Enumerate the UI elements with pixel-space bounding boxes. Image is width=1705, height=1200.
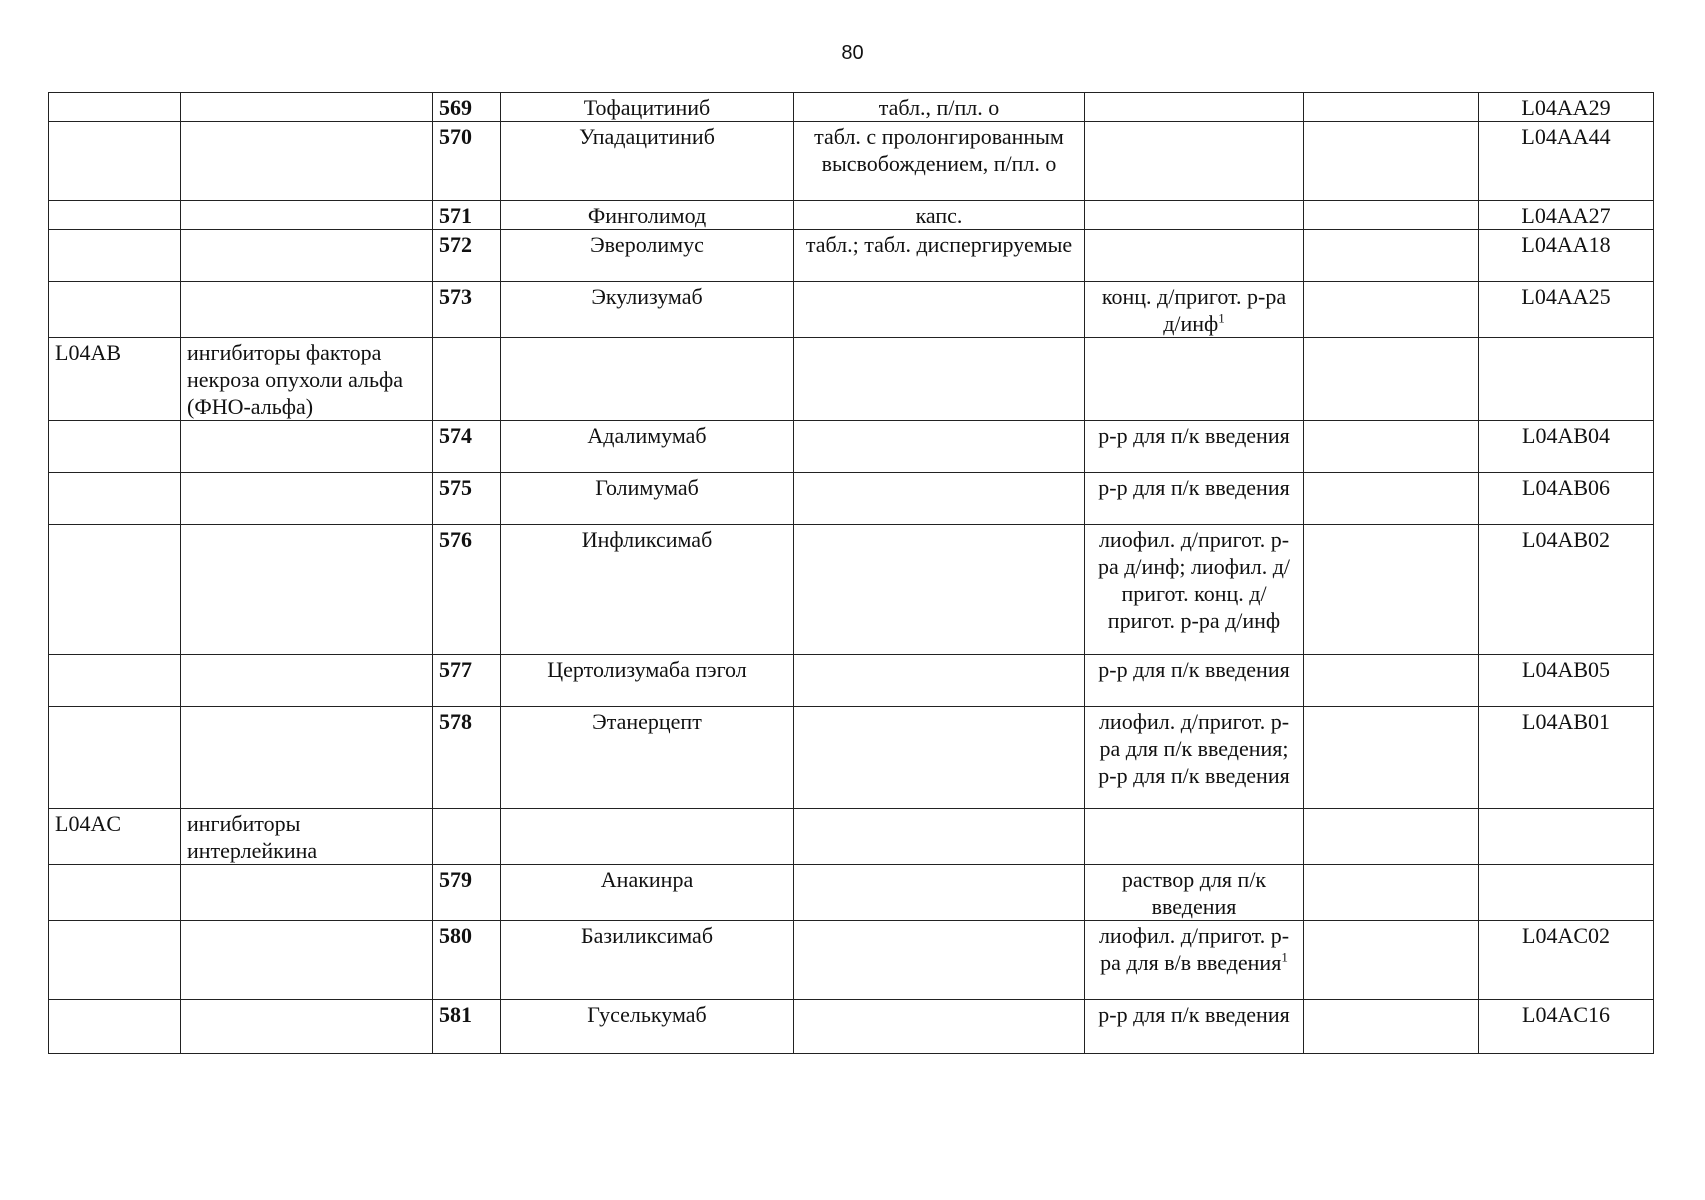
table-row xyxy=(49,525,1654,655)
dosage-form-1-cell xyxy=(794,865,1085,921)
atc-group-code-cell xyxy=(49,282,181,338)
group-name-cell xyxy=(181,707,433,809)
item-number: 571 xyxy=(439,203,472,228)
atc-group-code-cell xyxy=(49,201,181,230)
dosage-form-1-cell xyxy=(794,421,1085,473)
extra-column-cell xyxy=(1304,707,1479,809)
drug-name-cell xyxy=(501,865,794,921)
drug-name: Голимумаб xyxy=(595,475,699,500)
dosage-form-2: р-р для п/к введения xyxy=(1098,423,1290,448)
item-number: 575 xyxy=(439,475,472,500)
drug-name-cell xyxy=(501,93,794,122)
dosage-form-1-cell xyxy=(794,230,1085,282)
footnote-marker: 1 xyxy=(1218,310,1225,326)
drug-name-cell xyxy=(501,282,794,338)
dosage-form-1-cell xyxy=(794,921,1085,1000)
atc-group-code-cell xyxy=(49,655,181,707)
item-number-cell xyxy=(433,809,501,865)
table-row xyxy=(49,93,1654,122)
atc-group-code-cell xyxy=(49,1000,181,1054)
item-number-cell xyxy=(433,707,501,809)
atc-group-code-cell xyxy=(49,122,181,201)
drug-name-cell xyxy=(501,473,794,525)
group-name-cell xyxy=(181,230,433,282)
dosage-form-1: табл.; табл. диспергируемые xyxy=(805,232,1073,257)
dosage-form-1-cell xyxy=(794,282,1085,338)
item-number: 573 xyxy=(439,284,472,309)
dosage-form-2-cell xyxy=(1085,473,1304,525)
extra-column-cell xyxy=(1304,122,1479,201)
item-number-cell xyxy=(433,421,501,473)
item-number-cell xyxy=(433,122,501,201)
dosage-form-1: табл., п/пл. о xyxy=(878,95,1000,120)
atc-code: L04AB06 xyxy=(1522,475,1610,500)
atc-group-code-cell xyxy=(49,230,181,282)
atc-code-cell xyxy=(1479,282,1654,338)
extra-column-cell xyxy=(1304,1000,1479,1054)
atc-code-cell xyxy=(1479,921,1654,1000)
drug-name-cell xyxy=(501,230,794,282)
item-number: 580 xyxy=(439,923,472,948)
atc-group-code: L04AB xyxy=(55,340,121,365)
dosage-form-2-cell xyxy=(1085,655,1304,707)
group-name: ингибиторы интерлейкина xyxy=(187,811,318,863)
group-name-cell xyxy=(181,921,433,1000)
atc-code-cell xyxy=(1479,122,1654,201)
dosage-form-2-cell xyxy=(1085,122,1304,201)
extra-column-cell xyxy=(1304,473,1479,525)
atc-code: L04AA29 xyxy=(1521,95,1611,120)
dosage-form-2-cell xyxy=(1085,707,1304,809)
table-row xyxy=(49,655,1654,707)
dosage-form-2-cell xyxy=(1085,282,1304,338)
table-row xyxy=(49,921,1654,1000)
atc-code: L04AA44 xyxy=(1521,124,1611,149)
dosage-form-2-cell xyxy=(1085,93,1304,122)
atc-code-cell xyxy=(1479,525,1654,655)
drug-name-cell xyxy=(501,421,794,473)
table-row xyxy=(49,473,1654,525)
drug-name-cell xyxy=(501,921,794,1000)
table-body xyxy=(49,93,1654,1054)
drug-name: Упадацитиниб xyxy=(579,124,715,149)
drug-name-cell xyxy=(501,809,794,865)
atc-code: L04AC02 xyxy=(1522,923,1610,948)
atc-code-cell xyxy=(1479,230,1654,282)
group-name: ингибиторы фактора некроза опухоли альфа (ФНО-альфа) xyxy=(187,340,404,419)
dosage-form-2: раствор для п/к введения xyxy=(1121,867,1267,919)
extra-column-cell xyxy=(1304,421,1479,473)
atc-code: L04AA27 xyxy=(1521,203,1611,228)
item-number-cell xyxy=(433,865,501,921)
dosage-form-1-cell xyxy=(794,201,1085,230)
extra-column-cell xyxy=(1304,921,1479,1000)
drug-name-cell xyxy=(501,338,794,421)
extra-column-cell xyxy=(1304,865,1479,921)
item-number-cell xyxy=(433,201,501,230)
atc-code-cell xyxy=(1479,93,1654,122)
dosage-form-1-cell xyxy=(794,473,1085,525)
drug-name: Базиликсимаб xyxy=(580,923,714,948)
atc-code-cell xyxy=(1479,338,1654,421)
dosage-form-2-cell xyxy=(1085,865,1304,921)
atc-group-code-cell xyxy=(49,421,181,473)
atc-group-code-cell xyxy=(49,707,181,809)
dosage-form-1-cell xyxy=(794,655,1085,707)
dosage-form-2-cell xyxy=(1085,338,1304,421)
table-row xyxy=(49,707,1654,809)
item-number: 578 xyxy=(439,709,472,734)
item-number-cell xyxy=(433,525,501,655)
atc-code-cell xyxy=(1479,865,1654,921)
group-name-cell xyxy=(181,421,433,473)
item-number: 574 xyxy=(439,423,472,448)
dosage-form-2-cell xyxy=(1085,421,1304,473)
drug-name: Гуселькумаб xyxy=(587,1002,707,1027)
table-row xyxy=(49,230,1654,282)
group-name-cell xyxy=(181,201,433,230)
dosage-form-1-cell xyxy=(794,338,1085,421)
dosage-form-1-cell xyxy=(794,525,1085,655)
group-name-cell xyxy=(181,338,433,421)
atc-group-code-cell xyxy=(49,338,181,421)
dosage-form-1-cell xyxy=(794,122,1085,201)
dosage-form-2-cell xyxy=(1085,230,1304,282)
drug-name: Тофацитиниб xyxy=(583,95,711,120)
item-number: 570 xyxy=(439,124,472,149)
group-name-cell xyxy=(181,473,433,525)
atc-code-cell xyxy=(1479,473,1654,525)
dosage-form-1-cell xyxy=(794,707,1085,809)
atc-group-code-cell xyxy=(49,473,181,525)
group-name-cell xyxy=(181,525,433,655)
atc-code: L04AB01 xyxy=(1522,709,1610,734)
atc-code: L04AB02 xyxy=(1522,527,1610,552)
drug-name: Эверолимус xyxy=(590,232,704,257)
group-name-cell xyxy=(181,1000,433,1054)
atc-code: L04AC16 xyxy=(1522,1002,1610,1027)
atc-code-cell xyxy=(1479,1000,1654,1054)
dosage-form-2: р-р для п/к введения xyxy=(1098,657,1290,682)
extra-column-cell xyxy=(1304,230,1479,282)
group-name-cell xyxy=(181,655,433,707)
atc-code: L04AA25 xyxy=(1521,284,1611,309)
table-row xyxy=(49,809,1654,865)
item-number: 572 xyxy=(439,232,472,257)
atc-code: L04AA18 xyxy=(1521,232,1611,257)
item-number: 577 xyxy=(439,657,472,682)
extra-column-cell xyxy=(1304,282,1479,338)
drug-name: Этанерцепт xyxy=(592,709,702,734)
item-number: 569 xyxy=(439,95,472,120)
item-number-cell xyxy=(433,1000,501,1054)
dosage-form-2: конц. д/пригот. р-ра д/инф xyxy=(1101,284,1287,336)
group-name-cell xyxy=(181,122,433,201)
drug-name: Инфликсимаб xyxy=(581,527,713,552)
drug-name-cell xyxy=(501,201,794,230)
drug-name: Анакинра xyxy=(600,867,694,892)
dosage-form-2-cell xyxy=(1085,525,1304,655)
table-row xyxy=(49,338,1654,421)
dosage-form-2: р-р для п/к введения xyxy=(1098,475,1290,500)
table-row xyxy=(49,421,1654,473)
table-row xyxy=(49,282,1654,338)
drug-name-cell xyxy=(501,122,794,201)
item-number: 576 xyxy=(439,527,472,552)
extra-column-cell xyxy=(1304,655,1479,707)
dosage-form-2: лиофил. д/пригот. р-ра для в/в введения xyxy=(1098,923,1290,975)
atc-group-code-cell xyxy=(49,921,181,1000)
footnote-marker: 1 xyxy=(1281,949,1288,965)
table-row xyxy=(49,1000,1654,1054)
dosage-form-1-cell xyxy=(794,93,1085,122)
item-number-cell xyxy=(433,230,501,282)
atc-group-code-cell xyxy=(49,525,181,655)
dosage-form-1: табл. с пролонгированным высвобождением, п/пл. о xyxy=(814,124,1064,176)
page-number: 80 xyxy=(841,42,864,64)
atc-code-cell xyxy=(1479,201,1654,230)
extra-column-cell xyxy=(1304,525,1479,655)
item-number-cell xyxy=(433,655,501,707)
extra-column-cell xyxy=(1304,338,1479,421)
extra-column-cell xyxy=(1304,93,1479,122)
atc-code-cell xyxy=(1479,421,1654,473)
drug-name: Цертолизумаба пэгол xyxy=(547,657,747,682)
extra-column-cell xyxy=(1304,201,1479,230)
atc-code: L04AB05 xyxy=(1522,657,1610,682)
drug-name-cell xyxy=(501,655,794,707)
item-number-cell xyxy=(433,473,501,525)
item-number: 581 xyxy=(439,1002,472,1027)
atc-code: L04AB04 xyxy=(1522,423,1610,448)
group-name-cell xyxy=(181,93,433,122)
dosage-form-2-cell xyxy=(1085,1000,1304,1054)
atc-code-cell xyxy=(1479,809,1654,865)
item-number: 579 xyxy=(439,867,472,892)
group-name-cell xyxy=(181,282,433,338)
table-row xyxy=(49,122,1654,201)
table-row xyxy=(49,865,1654,921)
table-row xyxy=(49,201,1654,230)
atc-code-cell xyxy=(1479,707,1654,809)
dosage-form-2: р-р для п/к введения xyxy=(1098,1002,1290,1027)
dosage-form-2-cell xyxy=(1085,201,1304,230)
atc-group-code: L04AC xyxy=(55,811,121,836)
dosage-form-2-cell xyxy=(1085,809,1304,865)
drug-table xyxy=(48,92,1654,1054)
group-name-cell xyxy=(181,865,433,921)
drug-name: Экулизумаб xyxy=(591,284,703,309)
dosage-form-1-cell xyxy=(794,1000,1085,1054)
item-number-cell xyxy=(433,921,501,1000)
dosage-form-1-cell xyxy=(794,809,1085,865)
item-number-cell xyxy=(433,93,501,122)
dosage-form-2: лиофил. д/пригот. р-ра для п/к введения; р-р для п/к введения xyxy=(1098,709,1290,788)
atc-group-code-cell xyxy=(49,865,181,921)
dosage-form-2-cell xyxy=(1085,921,1304,1000)
drug-name-cell xyxy=(501,707,794,809)
atc-code-cell xyxy=(1479,655,1654,707)
drug-name: Финголимод xyxy=(587,203,707,228)
drug-name: Адалимумаб xyxy=(587,423,707,448)
drug-name-cell xyxy=(501,525,794,655)
extra-column-cell xyxy=(1304,809,1479,865)
drug-name-cell xyxy=(501,1000,794,1054)
group-name-cell xyxy=(181,809,433,865)
dosage-form-1: капс. xyxy=(915,203,963,228)
item-number-cell xyxy=(433,338,501,421)
item-number-cell xyxy=(433,282,501,338)
atc-group-code-cell xyxy=(49,809,181,865)
dosage-form-2: лиофил. д/пригот. р-ра д/инф; лиофил. д/пригот. конц. д/пригот. р-ра д/инф xyxy=(1097,527,1291,633)
atc-group-code-cell xyxy=(49,93,181,122)
